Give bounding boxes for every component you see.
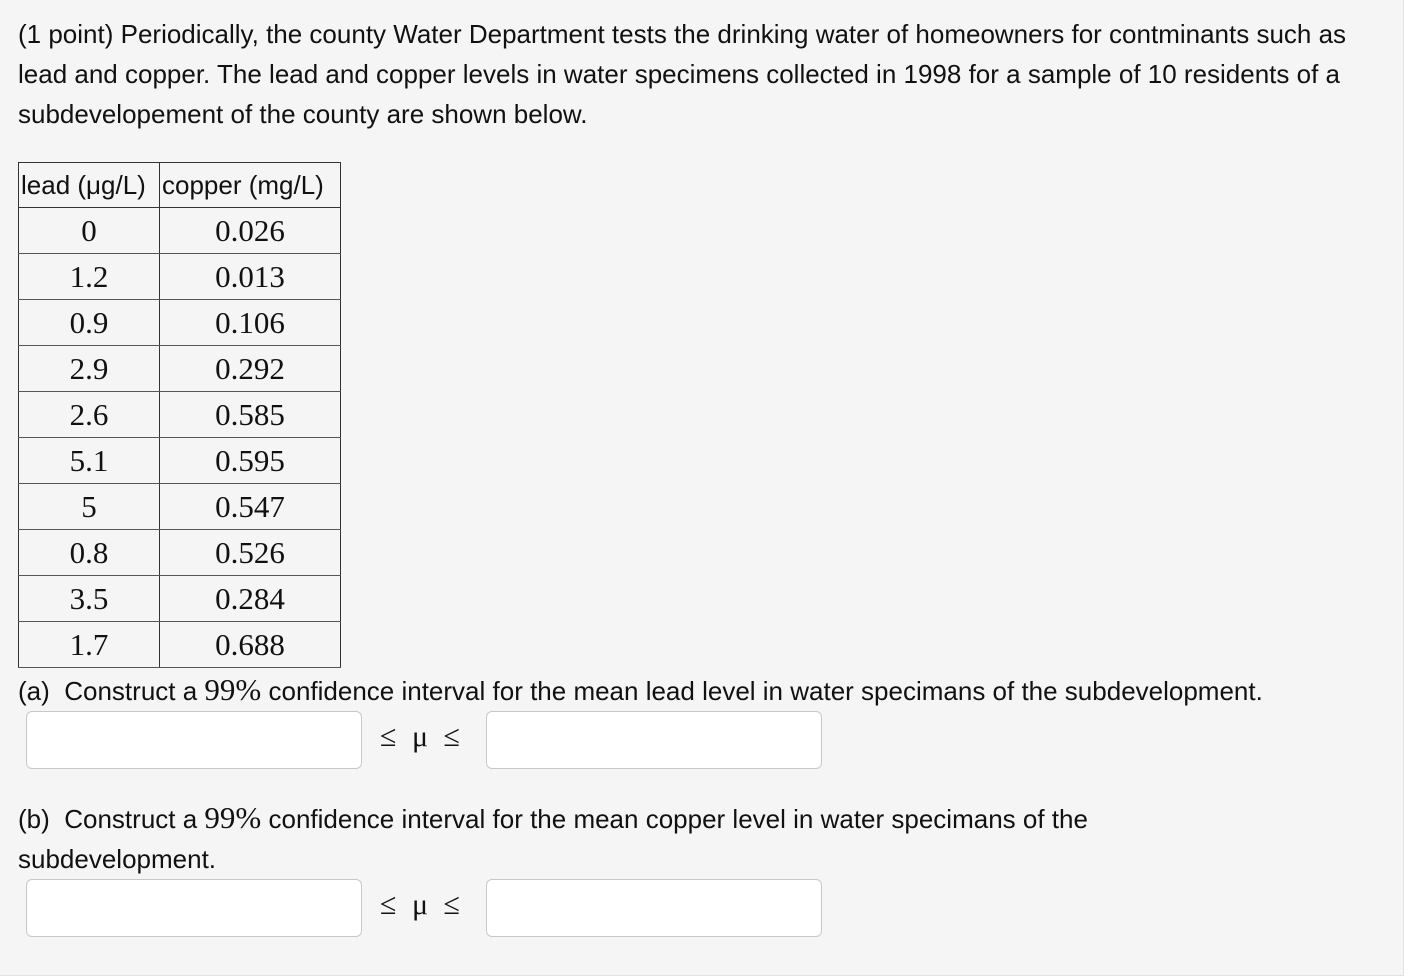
- part-a-text-after: confidence interval for the mean lead level in water specimans of the subdevelopment.: [268, 676, 1263, 706]
- part-b-label: (b): [18, 804, 50, 834]
- lead-cell: 2.9: [19, 346, 160, 392]
- part-a-percent: 99%: [204, 672, 262, 707]
- table-row: [19, 438, 341, 484]
- lead-cell: 0.9: [19, 300, 160, 346]
- part-b-percent: 99%: [204, 800, 262, 835]
- lead-cell: 3.5: [19, 576, 160, 622]
- table-row: [19, 254, 341, 300]
- table-row: [19, 484, 341, 530]
- part-a-question: [18, 670, 1393, 711]
- copper-cell: 0.013: [160, 254, 341, 300]
- part-b-upper-input[interactable]: [486, 879, 822, 937]
- header-copper: copper (mg/L): [160, 163, 341, 208]
- copper-cell: 0.106: [160, 300, 341, 346]
- lead-cell: 5: [19, 484, 160, 530]
- lead-cell: 0.8: [19, 530, 160, 576]
- problem-intro: (1 point) Periodically, the county Water Department tests the drinking water of homeowners for contminants such as lead and copper. The lead and copper levels in water specimens collected in 1998 for a sample of 10 residents of a subdevelopement of the county are shown below.: [18, 19, 1347, 129]
- part-b-text-after: confidence interval for the mean copper level in water specimans of the subdevelopment.: [18, 804, 1088, 874]
- data-table: [18, 162, 341, 668]
- copper-cell: 0.284: [160, 576, 341, 622]
- table-row: [19, 392, 341, 438]
- lead-cell: 1.7: [19, 622, 160, 668]
- table-row: [19, 622, 341, 668]
- part-a-upper-input[interactable]: [486, 711, 822, 769]
- copper-cell: 0.595: [160, 438, 341, 484]
- part-a-text-before: Construct a: [64, 676, 198, 706]
- table-row: [19, 576, 341, 622]
- part-b-question: [18, 798, 1218, 879]
- part-b-lower-input[interactable]: [26, 879, 362, 937]
- lead-cell: 0: [19, 208, 160, 254]
- copper-cell: 0.026: [160, 208, 341, 254]
- table-row: [19, 300, 341, 346]
- header-lead: lead (μg/L): [19, 163, 160, 208]
- copper-cell: 0.547: [160, 484, 341, 530]
- copper-cell: 0.292: [160, 346, 341, 392]
- part-a-label: (a): [18, 676, 50, 706]
- part-a-lower-input[interactable]: [26, 711, 362, 769]
- lead-cell: 5.1: [19, 438, 160, 484]
- part-b-text-before: Construct a: [64, 804, 198, 834]
- copper-cell: 0.688: [160, 622, 341, 668]
- table-row: [19, 208, 341, 254]
- lead-cell: 2.6: [19, 392, 160, 438]
- table-row: [19, 346, 341, 392]
- table-header-row: [19, 163, 341, 208]
- copper-cell: 0.526: [160, 530, 341, 576]
- table-row: [19, 530, 341, 576]
- part-b-inequality: ≤ μ ≤: [380, 888, 465, 921]
- copper-cell: 0.585: [160, 392, 341, 438]
- part-a-inequality: ≤ μ ≤: [380, 720, 465, 753]
- lead-cell: 1.2: [19, 254, 160, 300]
